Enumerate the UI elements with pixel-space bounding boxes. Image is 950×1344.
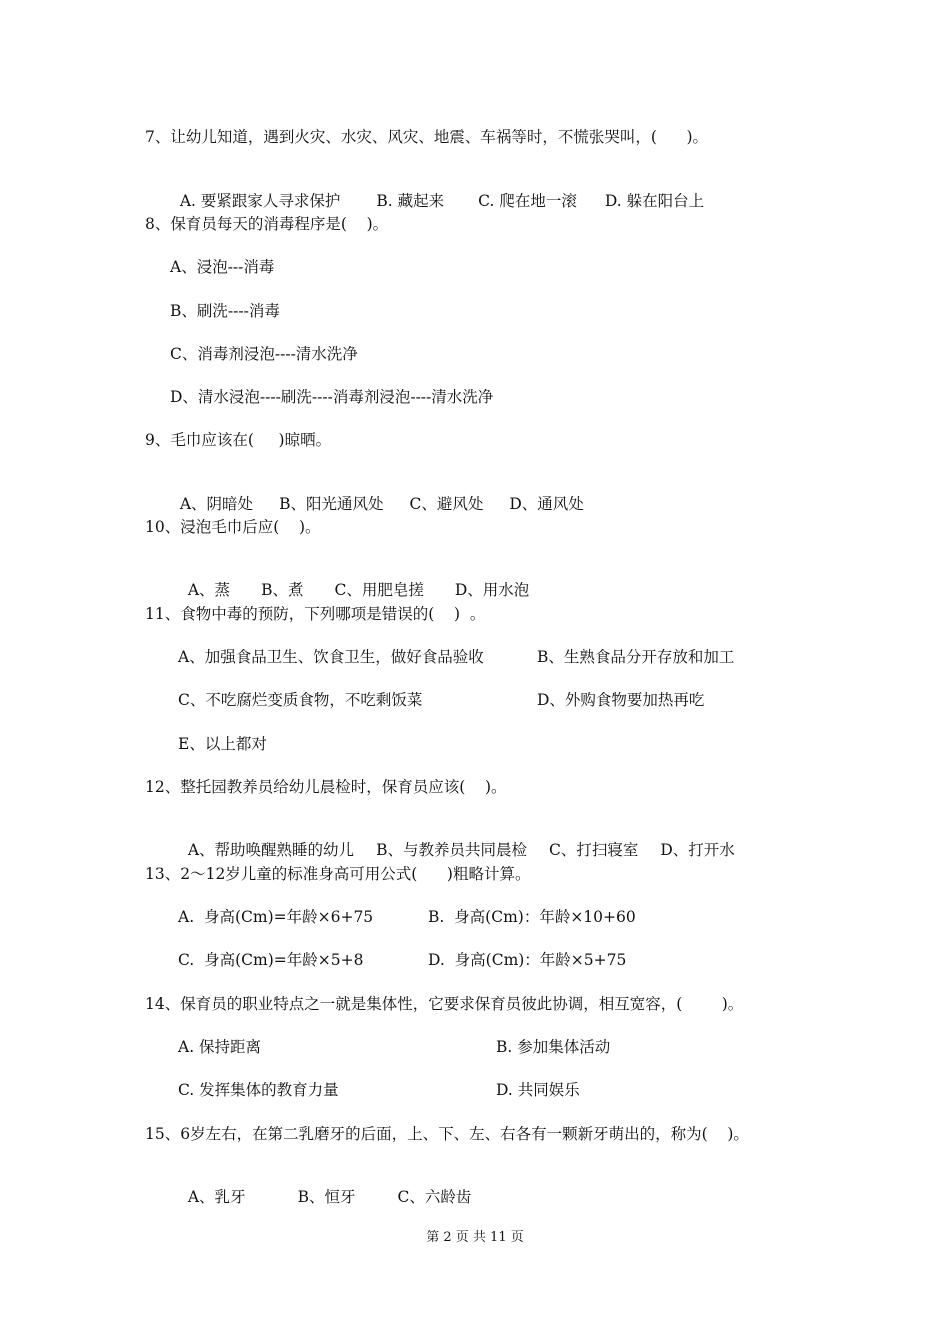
question-11-option-b: B、生熟食品分开存放和加工 xyxy=(537,648,735,666)
question-15-stem: 15、6岁左右，在第二乳磨牙的后面，上、下、左、右各有一颗新牙萌出的，称为( )。 xyxy=(145,1125,749,1143)
question-9-stem: 9、毛巾应该在( )晾晒。 xyxy=(145,431,332,449)
option-b: B、恒牙 xyxy=(297,1188,356,1206)
question-9-options xyxy=(170,474,584,514)
question-12-options xyxy=(178,820,735,860)
option-a: A、阴暗处 xyxy=(179,495,254,513)
question-12-stem: 12、整托园教养员给幼儿晨检时，保育员应该( )。 xyxy=(145,778,507,796)
option-b: B、与教养员共同晨检 xyxy=(376,841,527,859)
question-7-options xyxy=(170,171,704,211)
question-13-option-b: B. 身高(Cm)：年龄×10+60 xyxy=(428,908,636,926)
question-10-options xyxy=(178,560,529,600)
question-14-option-a: A. 保持距离 xyxy=(178,1038,262,1056)
option-c: C、六龄齿 xyxy=(397,1188,472,1206)
question-13-stem: 13、2～12岁儿童的标准身高可用公式( )粗略计算。 xyxy=(145,865,531,883)
option-a: A、乳牙 xyxy=(187,1188,246,1206)
option-d: D. 躲在阳台上 xyxy=(604,192,705,210)
question-8-option-c: C、消毒剂浸泡----清水洗净 xyxy=(170,345,358,363)
question-10-stem: 10、浸泡毛巾后应( )。 xyxy=(145,518,321,536)
question-11-option-e: E、以上都对 xyxy=(178,735,267,753)
question-15-options xyxy=(178,1167,471,1207)
page-number: 第 2 页 共 11 页 xyxy=(426,1230,524,1245)
question-14-option-d: D. 共同娱乐 xyxy=(496,1081,580,1099)
option-b: B、阳光通风处 xyxy=(279,495,384,513)
option-c: C、避风处 xyxy=(409,495,484,513)
question-13-option-a: A. 身高(Cm)=年龄×6+75 xyxy=(178,908,374,926)
option-d: D、用水泡 xyxy=(454,581,530,599)
question-11-option-c: C、不吃腐烂变质食物，不吃剩饭菜 xyxy=(178,691,423,709)
option-b: B. 藏起来 xyxy=(376,192,445,210)
option-c: C、打扫寝室 xyxy=(548,841,639,859)
option-c: C. 爬在地一滚 xyxy=(478,192,577,210)
question-7-stem: 7、让幼儿知道，遇到火灾、水灾、风灾、地震、车祸等时，不慌张哭叫，( )。 xyxy=(145,128,709,146)
option-a: A. 要紧跟家人寻求保护 xyxy=(179,192,341,210)
question-14-stem: 14、保育员的职业特点之一就是集体性，它要求保育员彼此协调，相互宽容，( )。 xyxy=(145,995,744,1013)
question-8-option-d: D、清水浸泡----刷洗----消毒剂浸泡----清水洗净 xyxy=(170,388,494,406)
option-a: A、蒸 xyxy=(187,581,231,599)
question-13-option-c: C. 身高(Cm)=年龄×5+8 xyxy=(178,951,364,969)
question-14-option-b: B. 参加集体活动 xyxy=(496,1038,611,1056)
option-d: D、打开水 xyxy=(660,841,735,859)
question-13-option-d: D. 身高(Cm)：年龄×5+75 xyxy=(428,951,627,969)
question-11-option-d: D、外购食物要加热再吃 xyxy=(537,691,705,709)
question-8-stem: 8、保育员每天的消毒程序是( )。 xyxy=(145,215,389,233)
question-8-option-a: A、浸泡---消毒 xyxy=(170,258,275,276)
question-8-option-b: B、刷洗----消毒 xyxy=(170,302,280,320)
option-a: A、帮助唤醒熟睡的幼儿 xyxy=(187,841,355,859)
question-14-option-c: C. 发挥集体的教育力量 xyxy=(178,1081,339,1099)
question-11-stem: 11、食物中毒的预防，下列哪项是错误的( ) 。 xyxy=(145,605,486,623)
option-c: C、用肥皂搓 xyxy=(334,581,424,599)
option-b: B、煮 xyxy=(261,581,304,599)
question-11-option-a: A、加强食品卫生、饮食卫生，做好食品验收 xyxy=(178,648,484,666)
option-d: D、通风处 xyxy=(509,495,584,513)
